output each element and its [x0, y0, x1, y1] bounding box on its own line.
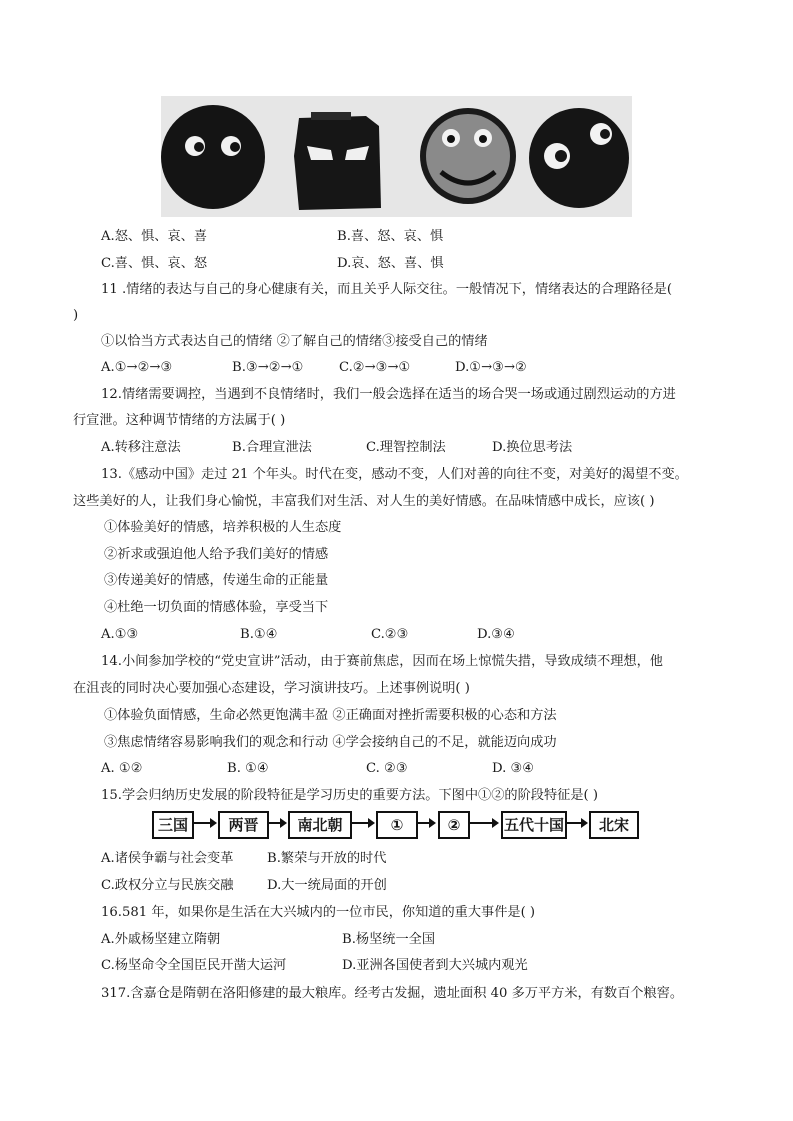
q10-option-d: D.哀、怒、喜、惧	[337, 256, 444, 271]
q14-option-d: D. ③④	[492, 761, 535, 776]
q11-stem-line-1: 11 .情绪的表达与自己的身心健康有关，而且关乎人际交往。一般情况下，情绪表达的合理路径是(	[101, 282, 672, 297]
timeline-arrow	[417, 822, 434, 824]
q11-stem-line-2: )	[73, 308, 79, 323]
face-sad	[529, 108, 629, 208]
q13-item-1: ①体验美好的情感，培养积极的人生态度	[104, 520, 342, 535]
timeline-arrow	[268, 822, 285, 824]
q16-option-c: C.杨坚命令全国臣民开凿大运河	[101, 958, 287, 973]
q15-stem: 15.学会归纳历史发展的阶段特征是学习历史的重要方法。下图中①②的阶段特征是( )	[101, 788, 599, 803]
q15-option-c: C.政权分立与民族交融	[101, 878, 234, 893]
q12-option-a: A.转移注意法	[101, 440, 181, 455]
timeline-box-6: 五代十国	[501, 811, 567, 839]
q13-option-d: D.③④	[477, 627, 515, 642]
q12-option-c: C.理智控制法	[366, 440, 446, 455]
q13-stem-line-1: 13.《感动中国》走过 21 个年头。时代在变，感动不变，人们对善的向往不变，对美好的渴望不变。	[101, 467, 688, 482]
q16-option-d: D.亚洲各国使者到大兴城内观光	[342, 958, 528, 973]
q12-option-d: D.换位思考法	[492, 440, 573, 455]
timeline-box-3: 南北朝	[288, 811, 352, 839]
q12-stem-line-2: 行宣泄。这种调节情绪的方法属于( )	[73, 413, 286, 428]
timeline-box-2: 两晋	[218, 811, 269, 839]
q11-option-b: B.③→②→①	[232, 360, 304, 375]
q14-stem-line-1: 14.小间参加学校的“党史宣讲”活动，由于赛前焦虑，因而在场上惊慌失措，导致成绩不理想，他	[101, 654, 663, 669]
timeline-arrow	[351, 822, 373, 824]
q11-option-c: C.②→③→①	[339, 360, 411, 375]
q14-option-c: C. ②③	[366, 761, 408, 776]
face-fear	[161, 105, 265, 209]
q15-option-b: B.繁荣与开放的时代	[267, 851, 387, 866]
face-happy	[420, 108, 516, 204]
q13-option-a: A.①③	[101, 627, 139, 642]
q10-option-b: B.喜、怒、哀、惧	[337, 229, 444, 244]
q12-option-b: B.合理宣泄法	[232, 440, 312, 455]
q12-stem-line-1: 12.情绪需要调控，当遇到不良情绪时，我们一般会选择在适当的场合哭一场或通过剧烈运动的方进	[101, 387, 676, 402]
q13-option-c: C.②③	[371, 627, 409, 642]
q14-item-2: ③焦虑情绪容易影响我们的观念和行动 ④学会接纳自己的不足，就能迈向成功	[104, 735, 557, 750]
dynasty-timeline	[152, 808, 641, 840]
q13-option-b: B.①④	[240, 627, 278, 642]
timeline-box-5: ②	[438, 811, 470, 839]
q11-option-d: D.①→③→②	[455, 360, 527, 375]
q13-item-4: ④杜绝一切负面的情感体验，享受当下	[104, 600, 329, 615]
q16-option-a: A.外戚杨坚建立隋朝	[101, 932, 221, 947]
face-angry	[294, 112, 381, 210]
q13-item-3: ③传递美好的情感，传递生命的正能量	[104, 573, 329, 588]
q15-option-a: A.诸侯争霸与社会变革	[101, 851, 234, 866]
q10-option-a: A.怒、惧、哀、喜	[101, 229, 208, 244]
timeline-box-1: 三国	[152, 811, 194, 839]
q14-option-b: B. ①④	[227, 761, 269, 776]
q14-option-a: A. ①②	[101, 761, 143, 776]
q17-stem: 317.含嘉仓是隋朝在洛阳修建的最大粮库。经考古发掘，遗址面积 40 多万平方米，有数百个粮窖。	[101, 986, 684, 1001]
q13-item-2: ②祈求或强迫他人给予我们美好的情感	[104, 547, 329, 562]
q15-option-d: D.大一统局面的开创	[267, 878, 387, 893]
timeline-arrow	[469, 822, 497, 824]
timeline-arrow	[193, 822, 215, 824]
q14-item-1: ①体验负面情感，生命必然更饱满丰盈 ②正确面对挫折需要积极的心态和方法	[104, 708, 557, 723]
timeline-box-4: ①	[376, 811, 418, 839]
q13-stem-line-2: 这些美好的人，让我们身心愉悦，丰富我们对生活、对人生的美好情感。在品味情感中成长，应该( )	[73, 494, 655, 509]
timeline-arrow	[566, 822, 586, 824]
q16-option-b: B.杨坚统一全国	[342, 932, 436, 947]
q10-option-c: C.喜、惧、哀、怒	[101, 256, 208, 271]
q11-items: ①以恰当方式表达自己的情绪 ②了解自己的情绪③接受自己的情绪	[101, 334, 488, 349]
q16-stem: 16.581 年，如果你是生活在大兴城内的一位市民，你知道的重大事件是( )	[101, 905, 536, 920]
timeline-box-7: 北宋	[589, 811, 639, 839]
q11-option-a: A.①→②→③	[101, 360, 173, 375]
emotion-faces-image	[161, 96, 632, 217]
q14-stem-line-2: 在沮丧的同时决心要加强心态建设，学习演讲技巧。上述事例说明( )	[73, 681, 470, 696]
